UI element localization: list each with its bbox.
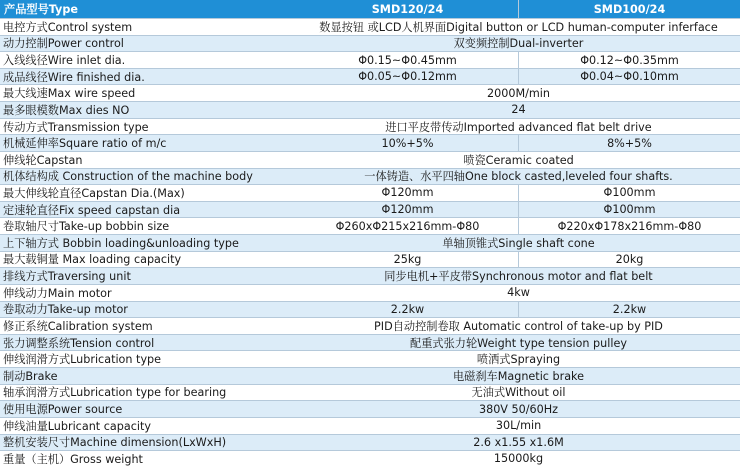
parameter-label: 机体结构成 Construction of the machine body	[3, 170, 253, 184]
parameter-label: 成品线径Wire finished dia.	[3, 70, 145, 84]
value-smd120: Φ120mm	[381, 203, 434, 217]
value-smd100: Φ0.12~Φ0.35mm	[518, 52, 740, 68]
parameter-label: 修正系统Calibration system	[3, 319, 153, 333]
table-row	[0, 151, 740, 168]
table-row	[0, 367, 740, 384]
value-cell: 15000kg	[493, 452, 544, 466]
parameter-label: 定速轮直径Fix speed capstan dia	[3, 203, 181, 217]
table-row	[0, 434, 740, 451]
table-row	[0, 450, 740, 467]
parameter-label: 伸线动力Main motor	[3, 286, 112, 300]
value-cell: 无油式Without oil	[471, 386, 566, 400]
value-smd120: 25kg	[393, 252, 422, 266]
table-row	[0, 118, 740, 135]
table-row	[0, 18, 740, 35]
parameter-label: 最大伸线轮直径Capstan Dia.(Max)	[3, 187, 185, 200]
value-cell: 数显按钮 或LCD人机界面Digital button or LCD human-computer inferface	[319, 20, 718, 34]
header-model-smd100: SMD100/24	[518, 0, 740, 18]
table-row	[0, 417, 740, 434]
parameter-label: 重量（主机）Gross weight	[3, 452, 143, 466]
value-smd120: 10%+5%	[381, 136, 434, 150]
table-row	[0, 334, 740, 351]
parameter-label: 张力调整系统Tension control	[3, 336, 155, 350]
header-type: 产品型号Type	[4, 3, 78, 16]
value-cell: 24	[511, 103, 526, 117]
value-smd120: 2.2kw	[390, 302, 425, 316]
table-row	[0, 201, 740, 218]
value-smd120: Φ0.15~Φ0.45mm	[358, 53, 457, 67]
value-cell: PID自动控制卷取 Automatic control of take-up by PID	[374, 319, 663, 333]
parameter-label: 最多眼模数Max dies NO	[3, 103, 130, 117]
table-row	[0, 301, 740, 318]
value-smd100: 2.2kw	[518, 302, 740, 318]
value-smd100: 8%+5%	[518, 135, 740, 151]
table-row	[0, 267, 740, 284]
parameter-label: 制动Brake	[3, 369, 58, 383]
parameter-label: 伸线油量Lubricant capacity	[3, 419, 151, 433]
table-row	[0, 101, 740, 118]
parameter-label: 伸线润滑方式Lubrication type	[3, 353, 162, 367]
table-row	[0, 134, 740, 151]
value-smd100: Φ100mm	[518, 202, 740, 218]
parameter-label: 机械延伸率Square ratio of m/c	[3, 137, 167, 151]
parameter-label: 卷取动力Take-up motor	[3, 303, 128, 317]
value-cell: 一体铸造、水平四轴One block casted,leveled four shafts.	[364, 170, 673, 184]
header-model-smd120: SMD120/24	[371, 2, 444, 16]
value-cell: 4kw	[507, 286, 530, 300]
value-cell: 喷洒式Spraying	[476, 353, 561, 367]
value-cell: 2000M/min	[487, 86, 550, 100]
parameter-label: 传动方式Transmission type	[3, 120, 149, 134]
value-smd100: Φ220xΦ178x216mm-Φ80	[518, 218, 740, 234]
table-row	[0, 234, 740, 251]
parameter-label: 动力控制Power control	[3, 37, 124, 51]
value-cell: 380V 50/60Hz	[478, 402, 559, 416]
value-smd120: Φ120mm	[381, 186, 434, 200]
table-header	[0, 0, 740, 18]
table-row	[0, 400, 740, 417]
table-row	[0, 184, 740, 201]
table-row	[0, 217, 740, 234]
value-cell: 进口平皮带传动Imported advanced flat belt drive	[385, 120, 652, 134]
table-row	[0, 51, 740, 68]
value-smd120: Φ260xΦ215x216mm-Φ80	[335, 219, 480, 233]
parameter-label: 轴承润滑方式Lubrication type for bearing	[3, 386, 227, 400]
table-row	[0, 350, 740, 367]
table-row	[0, 251, 740, 268]
parameter-label: 电控方式Control system	[3, 20, 133, 34]
parameter-label: 整机安装尺寸Machine dimension(LxWxH)	[3, 436, 227, 450]
value-cell: 双变频控制Dual-inverter	[453, 37, 584, 51]
value-cell: 单轴顶锥式Single shaft cone	[442, 236, 595, 250]
table-row	[0, 35, 740, 52]
parameter-label: 排线方式Traversing unit	[3, 270, 131, 284]
value-smd100: Φ100mm	[518, 185, 740, 201]
parameter-label: 卷取轴尺寸Take-up bobbin size	[3, 220, 170, 234]
table-row	[0, 168, 740, 185]
value-cell: 配重式张力轮Weight type tension pulley	[410, 336, 627, 350]
value-cell: 2.6 x1.55 x1.6M	[473, 435, 564, 449]
table-row	[0, 317, 740, 334]
value-smd100: 20kg	[518, 252, 740, 268]
parameter-label: 使用电源Power source	[3, 403, 123, 417]
value-cell: 30L/min	[495, 419, 542, 433]
table-row	[0, 84, 740, 101]
parameter-label: 入线线径Wire inlet dia.	[3, 54, 126, 68]
parameter-label: 最大载铜量 Max loading capacity	[3, 253, 182, 267]
value-smd100: Φ0.04~Φ0.10mm	[518, 69, 740, 85]
value-cell: 同步电机+平皮带Synchronous motor and flat belt	[384, 270, 653, 284]
value-smd120: Φ0.05~Φ0.12mm	[358, 70, 457, 84]
table-row	[0, 284, 740, 301]
parameter-label: 上下轴方式 Bobbin loading&unloading type	[3, 236, 239, 250]
value-cell: 电磁刹车Magnetic brake	[452, 369, 585, 383]
table-row	[0, 68, 740, 85]
value-cell: 喷瓷Ceramic coated	[463, 153, 574, 167]
table-row	[0, 384, 740, 401]
parameter-label: 最大线速Max wire speed	[3, 87, 136, 101]
parameter-label: 伸线轮Capstan	[3, 153, 83, 167]
